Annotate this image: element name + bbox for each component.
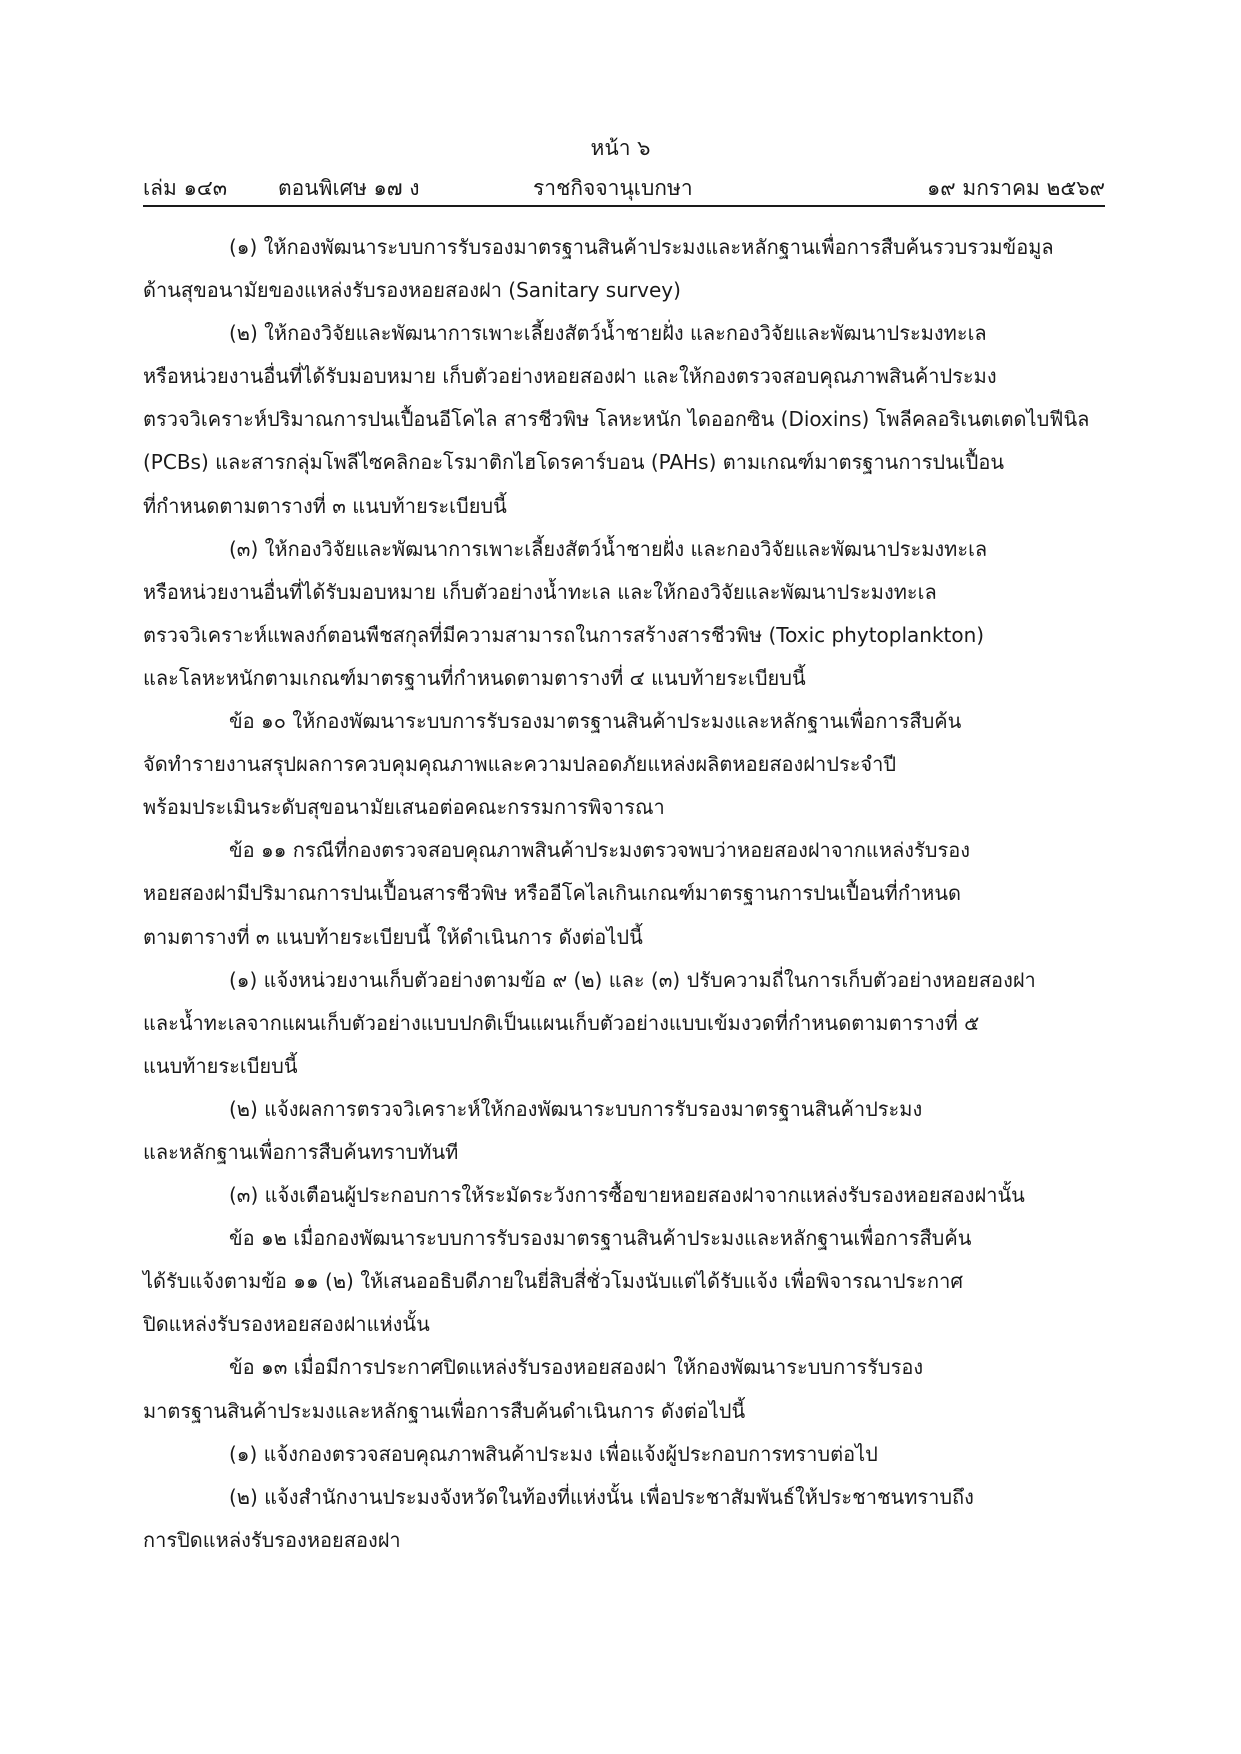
page-number: หน้า ๖ — [590, 136, 651, 160]
clause-10: ข้อ ๑๐ ให้กองพัฒนาระบบการรับรองมาตรฐานสินค้าประมงและหลักฐานเพื่อการสืบค้น จัดทำรายงานสรุปผลการควบคุมคุณภาพและความปลอดภัยแหล่งผลิตหอยสองฝาประจำปี พร้อมประเมินระดับสุขอนามัยเสนอต่อคณะกรรมการพิจารณา — [143, 709, 962, 820]
issue-number: ตอนพิเศษ ๑๗ ง — [278, 176, 420, 200]
paragraph-11-1: (๑) แจ้งหน่วยงานเก็บตัวอย่างตามข้อ ๙ (๒) และ (๓) ปรับความถี่ในการเก็บตัวอย่างหอยสองฝา และน้ำทะเลจากแผนเก็บตัวอย่างแบบปกติเป็นแผนเก็บตัวอย่างแบบเข้มงวดที่กำหนดตามตารางที่ ๕ แนบท้ายระเบียบนี้ — [143, 967, 1036, 1078]
clause-11: ข้อ ๑๑ กรณีที่กองตรวจสอบคุณภาพสินค้าประมงตรวจพบว่าหอยสองฝาจากแหล่งรับรอง หอยสองฝามีปริมาณการปนเปื้อนสารชีวพิษ หรืออีโคไลเกินเกณฑ์มาตรฐานการปนเปื้อนที่กำหนด ตามตารางที่ ๓ แนบท้ายระเบียบนี้ ให้ดำเนินการ ดังต่อไปนี้ — [143, 838, 970, 949]
gazette-header — [143, 172, 1105, 204]
paragraph-9-1: (๑) ให้กองพัฒนาระบบการรับรองมาตรฐานสินค้าประมงและหลักฐานเพื่อการสืบค้นรวบรวมข้อมูล ด้านสุขอนามัยของแหล่งรับรองหอยสองฝา (Sanitary survey) — [143, 235, 1054, 303]
paragraph-11-2: (๒) แจ้งผลการตรวจวิเคราะห์ให้กองพัฒนาระบบการรับรองมาตรฐานสินค้าประมง และหลักฐานเพื่อการสืบค้นทราบทันที — [143, 1096, 923, 1164]
paragraph-11-3: (๓) แจ้งเตือนผู้ประกอบการให้ระมัดระวังการซื้อขายหอยสองฝาจากแหล่งรับรองหอยสองฝานั้น — [229, 1183, 1025, 1208]
paragraph-13-2: (๒) แจ้งสำนักงานประมงจังหวัดในท้องที่แห่งนั้น เพื่อประชาสัมพันธ์ให้ประชาชนทราบถึง การปิดแหล่งรับรองหอยสองฝา — [143, 1484, 974, 1552]
paragraph-9-2: (๒) ให้กองวิจัยและพัฒนาการเพาะเลี้ยงสัตว์น้ำชายฝั่ง และกองวิจัยและพัฒนาประมงทะเล หรือหน่วยงานอื่นที่ได้รับมอบหมาย เก็บตัวอย่างหอยสองฝา และให้กองตรวจสอบคุณภาพสินค้าประมง ตรวจวิเคราะห์ปริมาณการปนเปื้อนอีโคไล สารชีวพิษ โลหะหนัก ไดออกซิน (Dioxins) โพลีคลอริเนตเตดไบฟีนิล (PCBs) และสารกลุ่มโพลีไซคลิกอะโรมาติกไฮโดรคาร์บอน (PAHs) ตามเกณฑ์มาตรฐานการปนเปื้อน ที่กำหนดตามตารางที่ ๓ แนบท้ายระเบียบนี้ — [143, 321, 1090, 518]
clause-12: ข้อ ๑๒ เมื่อกองพัฒนาระบบการรับรองมาตรฐานสินค้าประมงและหลักฐานเพื่อการสืบค้น ได้รับแจ้งตามข้อ ๑๑ (๒) ให้เสนออธิบดีภายในยี่สิบสี่ชั่วโมงนับแต่ได้รับแจ้ง เพื่อพิจารณาประกาศ ปิดแหล่งรับรองหอยสองฝาแห่งนั้น — [143, 1226, 972, 1337]
header-divider — [143, 205, 1105, 207]
publication-title: ราชกิจจานุเบกษา — [533, 176, 693, 200]
clause-13: ข้อ ๑๓ เมื่อมีการประกาศปิดแหล่งรับรองหอยสองฝา ให้กองพัฒนาระบบการรับรอง มาตรฐานสินค้าประมงและหลักฐานเพื่อการสืบค้นดำเนินการ ดังต่อไปนี้ — [143, 1355, 924, 1423]
publication-date: ๑๙ มกราคม ๒๕๖๙ — [926, 176, 1105, 200]
paragraph-13-1: (๑) แจ้งกองตรวจสอบคุณภาพสินค้าประมง เพื่อแจ้งผู้ประกอบการทราบต่อไป — [229, 1441, 878, 1466]
document-body — [143, 226, 1105, 1562]
paragraph-9-3: (๓) ให้กองวิจัยและพัฒนาการเพาะเลี้ยงสัตว์น้ำชายฝั่ง และกองวิจัยและพัฒนาประมงทะเล หรือหน่วยงานอื่นที่ได้รับมอบหมาย เก็บตัวอย่างน้ำทะเล และให้กองวิจัยและพัฒนาประมงทะเล ตรวจวิเคราะห์แพลงก์ตอนพืชสกุลที่มีความสามารถในการสร้างสารชีวพิษ (Toxic phytoplankton) และโลหะหนักตามเกณฑ์มาตรฐานที่กำหนดตามตารางที่ ๔ แนบท้ายระเบียบนี้ — [143, 536, 988, 690]
volume-number: เล่ม ๑๔๓ — [143, 176, 228, 200]
